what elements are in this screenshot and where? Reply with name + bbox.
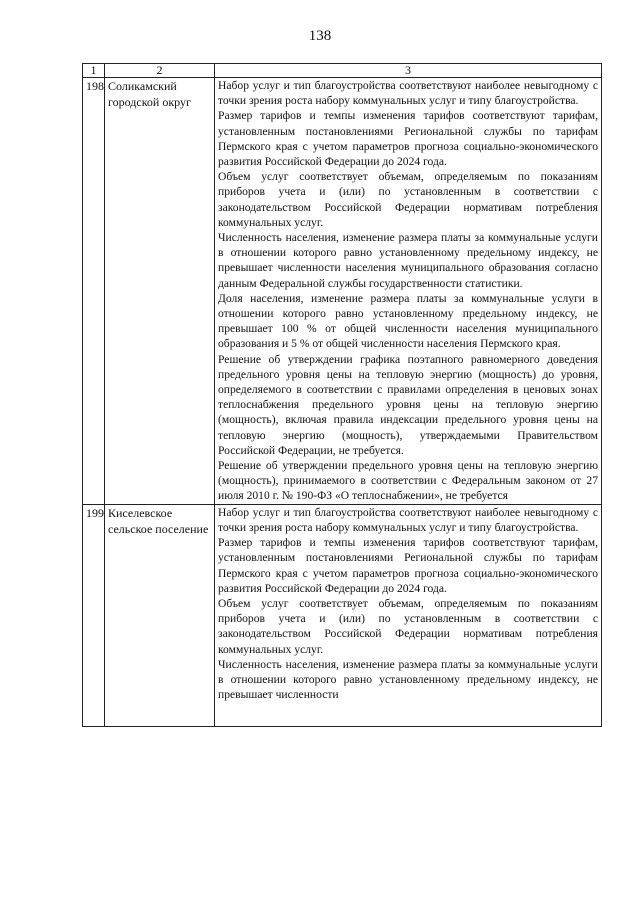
condition-paragraph: Набор услуг и тип благоустройства соответствуют наиболее невыгодному с точки зрения роста набору коммунальных услуг и типу благоустройства.	[218, 505, 598, 534]
condition-paragraph: Доля населения, изменение размера платы за коммунальные услуги в отношении которого равно установленному предельному индексу, не превышает 100 % от общей численности населения муниципального образования и 5 % от общей численности населения Пермского края.	[218, 291, 598, 351]
municipality-name: Соликамский городской округ	[105, 78, 215, 505]
row-number: 199	[83, 504, 105, 726]
page-number: 138	[308, 28, 332, 44]
conditions-cell	[215, 504, 602, 726]
condition-paragraph: Объем услуг соответствует объемам, определяемым по показаниям приборов учета и (или) по установленным в соответствии с законодательством Российской Федерации нормативам потребления коммунальных услуг.	[218, 596, 598, 656]
header-col-2: 2	[105, 64, 215, 78]
table-header-row	[83, 64, 602, 78]
municipality-name: Киселевское сельское поселение	[105, 504, 215, 726]
conditions-cell	[215, 78, 602, 505]
condition-paragraph: Размер тарифов и темпы изменения тарифов соответствуют тарифам, установленным постановлениями Региональной службы по тарифам Пермского края с учетом параметров прогноза социально-экономического развития Российской Федерации до 2024 года.	[218, 536, 598, 595]
condition-paragraph: Размер тарифов и темпы изменения тарифов соответствуют тарифам, установленным постановлениями Региональной службы по тарифам Пермского края с учетом параметров прогноза социально-экономического развития Российской Федерации до 2024 года.	[218, 109, 598, 169]
condition-paragraph: Решение об утверждении графика поэтапного равномерного доведения предельного уровня цены на тепловую энергию (мощность) до уровня, определяемого в соответствии с правилами определения в ценовых зонах теплоснабжения предельного уровня цены на тепловую энергию (мощность), включая правила индексации предельного уровня цены на тепловую энергию (мощность), утверждаемыми Правительством Российской Федерации, не требуется.	[218, 352, 598, 457]
row-number: 198	[83, 78, 105, 505]
condition-paragraph: Численность населения, изменение размера платы за коммунальные услуги в отношении которого равно установленному предельному индексу, не превышает численности населения муниципального образования согласно данным Федеральной службы государственности статистики.	[218, 231, 598, 290]
condition-paragraph: Объем услуг соответствует объемам, определяемым по показаниям приборов учета и (или) по установленным в соответствии с законодательством Российской Федерации нормативам потребления коммунальных услуг.	[218, 170, 598, 229]
conditions-continued	[218, 505, 598, 726]
condition-paragraph: Численность населения, изменение размера платы за коммунальные услуги в отношении которого равно установленному предельному индексу, не превышает численности	[218, 657, 598, 702]
header-col-3: 3	[215, 64, 602, 78]
condition-paragraph: Решение об утверждении предельного уровня цены на тепловую энергию (мощность), принимаемого в соответствии с Федеральным законом от 27 июля 2010 г. № 190-ФЗ «О теплоснабжении», не требуется	[218, 459, 598, 503]
condition-paragraph: Набор услуг и тип благоустройства соответствуют наиболее невыгодному с точки зрения роста набору коммунальных услуг и типу благоустройства.	[218, 79, 598, 108]
header-col-1: 1	[83, 64, 105, 78]
table-row	[83, 504, 602, 726]
table-row	[83, 78, 602, 505]
tariff-table	[82, 63, 602, 727]
